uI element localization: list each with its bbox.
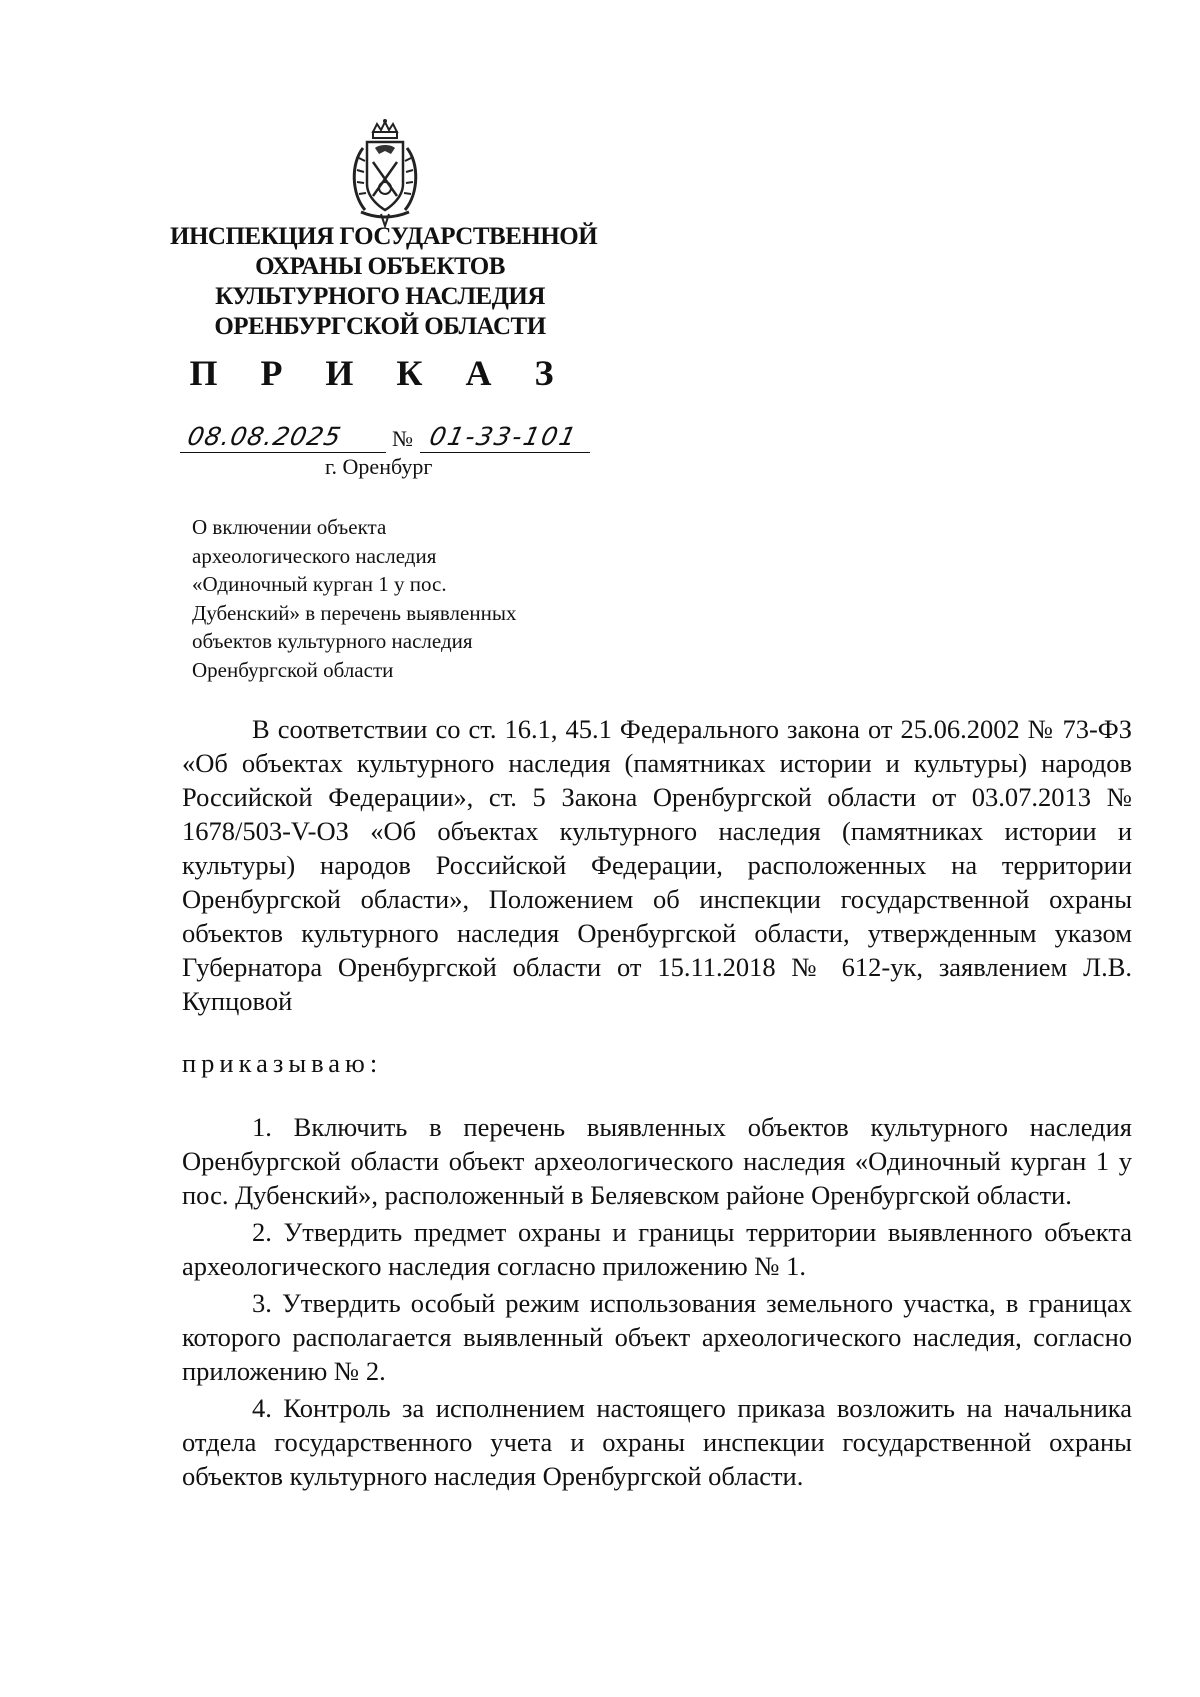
handwritten-date: 08.08.2025 (184, 422, 345, 451)
org-line: ОРЕНБУРГСКОЙ ОБЛАСТИ (214, 313, 546, 340)
order-subject (192, 513, 612, 684)
order-item: 4. Контроль за исполнением настоящего приказа возложить на начальника отдела государственного учета и охраны инспекции государственной охраны объектов культурного наследия Оренбургской области. (182, 1393, 1132, 1491)
subject-line: Оренбургской области (192, 657, 394, 682)
city-label: г. Оренбург (325, 454, 433, 479)
subject-line: «Одиночный курган 1 у пос. (192, 572, 447, 596)
organization-name (170, 222, 598, 342)
order-item: 3. Утвердить особый режим использования земельного участка, в границах которого располагается выявленный объект археологического наследия, согласно приложению № 2. (182, 1288, 1132, 1386)
subject-line: О включении объекта (192, 515, 387, 539)
order-items (182, 1110, 1132, 1496)
order-item: 1. Включить в перечень выявленных объектов культурного наследия Оренбургской области объект археологического наследия «Одиночный курган 1 у пос. Дубенский», расположенный в Беляевском районе Оренбургской области. (182, 1112, 1132, 1210)
subject-line: объектов культурного наследия (192, 629, 473, 653)
subject-line: археологического наследия (192, 543, 437, 568)
org-line: ОХРАНЫ ОБЪЕКТОВ (255, 253, 505, 280)
coat-of-arms-icon (345, 118, 425, 228)
org-line: КУЛЬТУРНОГО НАСЛЕДИЯ (215, 283, 545, 310)
date-underline (180, 452, 386, 453)
order-word: приказываю: (182, 1048, 383, 1078)
preamble-paragraph: В соответствии со ст. 16.1, 45.1 Федерального закона от 25.06.2002 № 73-ФЗ «Об объектах культурного наследия (памятниках истории и культуры) народов Российской Федерации», ст. 5 Закона Оренбургской области от 03.07.2013 № 1678/503-V-ОЗ «Об объектах культурного наследия (памятниках истории и культуры) народов Российской Федерации, расположенных на территории Оренбургской области», Положением об инспекции государственной охраны объектов культурного наследия Оренбургской области, утвержденным указом Губернатора Оренбургской области от 15.11.2018 № 612-ук, заявлением Л.В. Купцовой (182, 714, 1132, 1016)
subject-line: Дубенский» в перечень выявленных (192, 600, 517, 625)
order-item: 2. Утвердить предмет охраны и границы территории выявленного объекта археологического наследия согласно приложению № 1. (182, 1217, 1132, 1281)
org-line: ИНСПЕКЦИЯ ГОСУДАРСТВЕННОЙ (170, 223, 598, 250)
number-sign: № (392, 426, 413, 451)
handwritten-number: 01-33-101 (426, 422, 581, 451)
document-type-title: П Р И К А З (189, 353, 571, 393)
number-underline (420, 452, 590, 453)
date-number-line (180, 418, 590, 454)
